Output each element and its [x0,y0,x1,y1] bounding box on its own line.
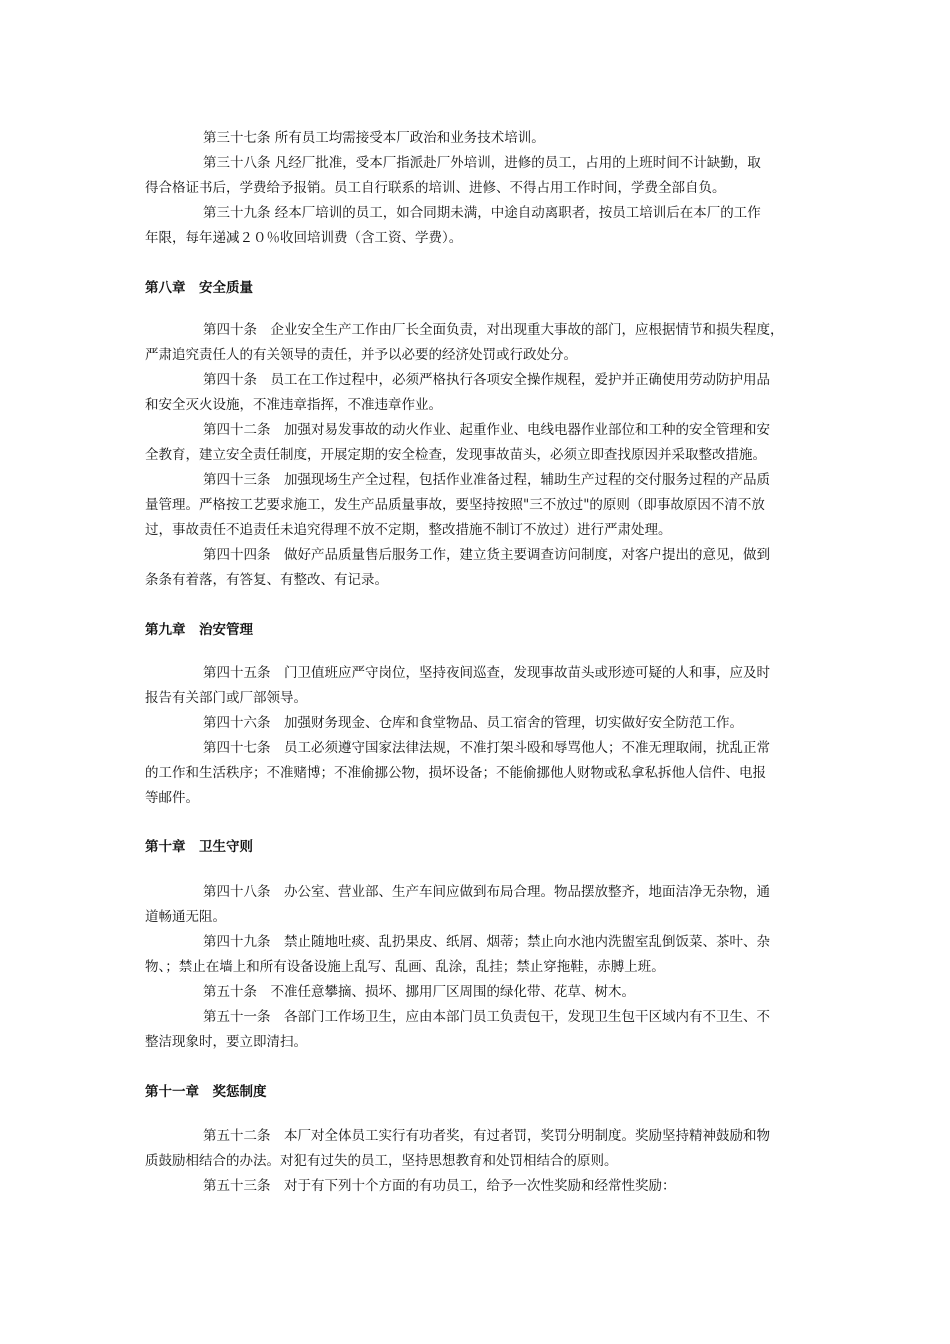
article-38-line2: 得合格证书后，学费给予报销。员工自行联系的培训、进修、不得占用工作时间，学费全部自负。 [145,180,726,196]
article-47-line3: 等邮件。 [145,790,199,806]
article-40-line1: 第四十条 企业安全生产工作由厂长全面负责，对出现重大事故的部门，应根据情节和损失程度， [203,322,784,338]
article-52-line1: 第五十二条 本厂对全体员工实行有功者奖，有过者罚，奖罚分明制度。奖励坚持精神鼓励和物 [203,1128,770,1144]
article-51-line1: 第五十一条 各部门工作场卫生，应由本部门员工负责包干，发现卫生包干区域内有不卫生、不 [203,1009,770,1025]
chapter-9-heading: 第九章 治安管理 [145,622,253,638]
article-49-line2: 物、；禁止在墙上和所有设备设施上乱写、乱画、乱涂，乱挂；禁止穿拖鞋，赤膊上班。 [145,959,665,975]
article-43-line3: 过，事故责任不追责任未追究得理不放不定期，整改措施不制订不放过）进行严肃处理。 [145,522,672,538]
article-42-line2: 全教育，建立安全责任制度，开展定期的安全检查，发现事故苗头，必须立即查找原因并采取整改措施。 [145,447,766,463]
article-42-line1: 第四十二条 加强对易发事故的动火作业、起重作业、电线电器作业部位和工种的安全管理和安 [203,422,770,438]
article-40-line2: 严肃追究责任人的有关领导的责任，并予以必要的经济处罚或行政处分。 [145,347,577,363]
article-37: 第三十七条 所有员工均需接受本厂政治和业务技术培训。 [203,130,545,146]
chapter-9-body [145,661,810,811]
article-51-line2: 整洁现象时，要立即清扫。 [145,1034,307,1050]
article-39-line2: 年限，每年递减２０％收回培训费（含工资、学费）。 [145,230,463,246]
article-46: 第四十六条 加强财务现金、仓库和食堂物品、员工宿舍的管理，切实做好安全防范工作。 [203,715,743,731]
chapter-11-body [145,1124,810,1199]
article-41-line1: 第四十条 员工在工作过程中，必须严格执行各项安全操作规程，爱护并正确使用劳动防护用品 [203,372,770,388]
chapter-10-heading: 第十章 卫生守则 [145,839,253,855]
article-48-line2: 道畅通无阻。 [145,909,226,925]
article-45-line1: 第四十五条 门卫值班应严守岗位，坚持夜间巡查，发现事故苗头或形迹可疑的人和事，应及时 [203,665,770,681]
chapter-10-body [145,880,810,1055]
article-48-line1: 第四十八条 办公室、营业部、生产车间应做到布局合理。物品摆放整齐，地面洁净无杂物，通 [203,884,770,900]
article-43-line2: 量管理。严格按工艺要求施工，发生产品质量事故，要坚持按照"三不放过"的原则（即事故原因不清不放 [145,497,765,513]
article-45-line2: 报告有关部门或厂部领导。 [145,690,307,706]
article-47-line2: 的工作和生活秩序；不准赌博；不准偷挪公物，损坏设备；不能偷挪他人财物或私拿私拆他人信件、电报 [145,765,766,781]
article-53: 第五十三条 对于有下列十个方面的有功员工，给予一次性奖励和经常性奖励： [203,1178,676,1194]
chapter-8-body [145,318,810,593]
article-49-line1: 第四十九条 禁止随地吐痰、乱扔果皮、纸屑、烟蒂；禁止向水池内洗盥室乱倒饭菜、茶叶、杂 [203,934,770,950]
article-44-line1: 第四十四条 做好产品质量售后服务工作，建立货主要调查访问制度，对客户提出的意见，做到 [203,547,770,563]
article-52-line2: 质鼓励相结合的办法。对犯有过失的员工，坚持思想教育和处罚相结合的原则。 [145,1153,618,1169]
training-articles [145,126,810,251]
article-47-line1: 第四十七条 员工必须遵守国家法律法规，不准打架斗殴和辱骂他人；不准无理取闹，扰乱正常 [203,740,770,756]
article-50: 第五十条 不准任意攀摘、损坏、挪用厂区周围的绿化带、花草、树木。 [203,984,635,1000]
chapter-11-heading: 第十一章 奖惩制度 [145,1084,267,1100]
article-39-line1: 第三十九条 经本厂培训的员工，如合同期未满，中途自动离职者，按员工培训后在本厂的工作 [203,205,761,221]
article-43-line1: 第四十三条 加强现场生产全过程，包括作业准备过程，辅助生产过程的交付服务过程的产品质 [203,472,770,488]
chapter-8-heading: 第八章 安全质量 [145,280,253,296]
article-44-line2: 条条有着落，有答复、有整改、有记录。 [145,572,388,588]
article-41-line2: 和安全灭火设施，不准违章指挥，不准违章作业。 [145,397,442,413]
article-38-line1: 第三十八条 凡经厂批准，受本厂指派赴厂外培训，进修的员工，占用的上班时间不计缺勤，取 [203,155,761,171]
